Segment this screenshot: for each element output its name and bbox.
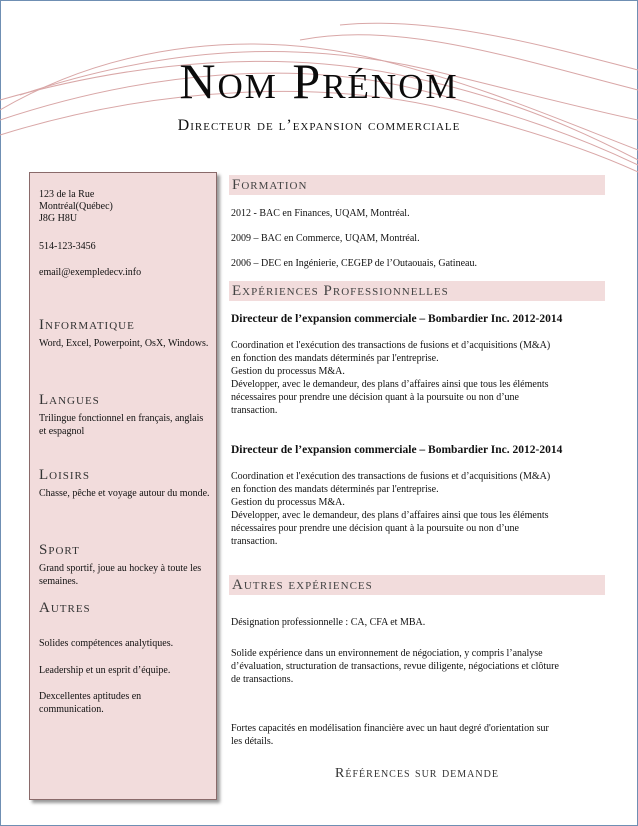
references-note: Références sur demande	[335, 766, 499, 781]
candidate-name: Nom Prénom	[179, 53, 459, 109]
formation-item: 2009 – BAC en Commerce, UQAM, Montréal.	[231, 233, 420, 244]
phone-number: 514-123-3456	[39, 241, 96, 252]
autres-item: Dexcellentes aptitudes en communication.	[39, 691, 142, 715]
autres-experiences-paragraph	[231, 616, 605, 629]
sidebar	[29, 172, 217, 800]
autres-experiences-paragraph	[231, 722, 605, 748]
sport-text: Grand sportif, joue au hockey à toute les semaines.	[39, 563, 202, 587]
email-address: email@exempledecv.info	[39, 267, 142, 278]
address-line: 123 de la Rue	[39, 189, 95, 200]
paragraph-line: Désignation professionnelle : CA, CFA et MBA.	[231, 617, 426, 628]
formation-item: 2012 - BAC en Finances, UQAM, Montréal.	[231, 208, 410, 219]
formation-item: 2006 – DEC en Ingénierie, CEGEP de l’Outaouais, Gatineau.	[231, 258, 477, 269]
candidate-title: Directeur de l’expansion commerciale	[177, 117, 461, 134]
paragraph-line: Fortes capacités en modélisation financière avec un haut degré d'orientation sur	[231, 723, 549, 734]
job-line: Développer, avec le demandeur, des plans d’affaires ainsi que tous les éléments	[231, 510, 549, 521]
job-line: nécessaires pour prendre une décision quant à la poursuite ou non d’une	[231, 392, 519, 403]
informatique-heading: Informatique	[39, 317, 135, 333]
job-title: Directeur de l’expansion commerciale – Bombardier Inc. 2012-2014	[231, 444, 563, 456]
autres-experiences-heading: Autres expériences	[229, 575, 605, 595]
job-line: transaction.	[231, 536, 278, 547]
experiences-heading: Expériences Professionnelles	[229, 281, 605, 301]
job-line: transaction.	[231, 405, 278, 416]
langues-text: Trilingue fonctionnel en français, anglais et espagnol	[39, 413, 204, 437]
paragraph-line: d’évaluation, structuration de transactions, revue diligente, négociations et clôture	[231, 661, 559, 672]
paragraph-line: les détails.	[231, 736, 274, 747]
address-line: J8G H8U	[39, 213, 78, 224]
job-description	[231, 339, 605, 417]
paragraph-line: de transactions.	[231, 674, 294, 685]
job-line: Développer, avec le demandeur, des plans d’affaires ainsi que tous les éléments	[231, 379, 549, 390]
job-line: Coordination et l'exécution des transactions de fusions et d’acquisitions (M&A)	[231, 471, 551, 482]
loisirs-heading: Loisirs	[39, 467, 91, 483]
job-line: Coordination et l'exécution des transactions de fusions et d’acquisitions (M&A)	[231, 340, 551, 351]
autres-heading: Autres	[39, 600, 91, 616]
autres-item: Solides compétences analytiques.	[39, 638, 174, 649]
job-line: Gestion du processus M&A.	[231, 497, 345, 508]
loisirs-text: Chasse, pêche et voyage autour du monde.	[39, 488, 210, 499]
autres-experiences-paragraph	[231, 647, 605, 686]
paragraph-line: Solide expérience dans un environnement de négociation, y compris l’analyse	[231, 648, 543, 659]
job-description	[231, 470, 605, 548]
autres-item: Leadership et un esprit d’équipe.	[39, 665, 171, 676]
job-line: Gestion du processus M&A.	[231, 366, 345, 377]
address-line: Montréal(Québec)	[39, 201, 113, 212]
informatique-text: Word, Excel, Powerpoint, OsX, Windows.	[39, 338, 209, 349]
job-line: en fonction des mandats déterminés par l'entreprise.	[231, 353, 439, 364]
formation-heading: Formation	[229, 175, 605, 195]
job-title: Directeur de l’expansion commerciale – Bombardier Inc. 2012-2014	[231, 313, 563, 325]
address-block	[39, 189, 113, 225]
job-line: nécessaires pour prendre une décision quant à la poursuite ou non d’une	[231, 523, 519, 534]
langues-heading: Langues	[39, 392, 100, 408]
job-line: en fonction des mandats déterminés par l'entreprise.	[231, 484, 439, 495]
sport-heading: Sport	[39, 542, 80, 558]
